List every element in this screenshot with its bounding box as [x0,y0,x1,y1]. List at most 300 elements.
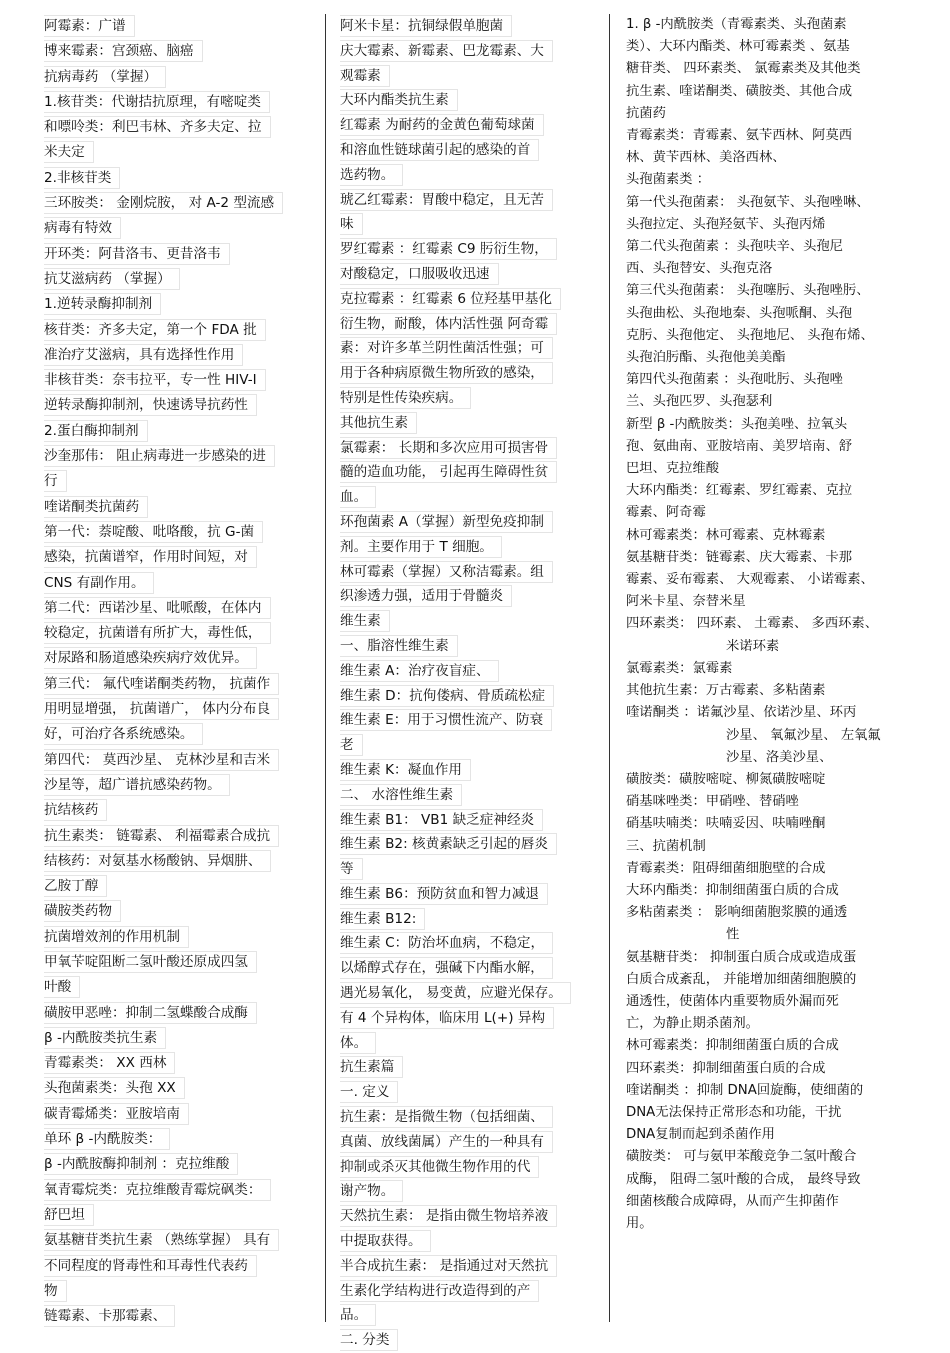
text-line-content: 青霉素类： XX 西林 [44,1052,175,1074]
text-line-content: 西、头孢替安、头孢克洛 [626,261,773,277]
text-line [340,1155,592,1180]
text-line-content: 红霉素 为耐药的金黄色葡萄球菌 [340,114,544,136]
text-line-content: 氨基糖苷类抗生素 （熟练掌握） 具有 [44,1229,279,1251]
text-line-content: CNS 有副作用。 [44,572,154,594]
text-line [340,981,592,1006]
text-line [626,436,908,458]
text-line [44,1102,312,1127]
text-line [340,1279,592,1304]
text-line-content: 单环 β -内酰胺类： [44,1128,170,1150]
text-line [44,292,312,317]
text-line [626,636,908,658]
text-line-content: 性 [726,927,740,943]
text-line-content: 环孢菌素 A（掌握）新型免疫抑制 [340,511,553,533]
text-line [626,924,908,946]
text-line [626,880,908,902]
text-line-content: 通透性，使菌体内重要物质外漏而死 [626,993,839,1009]
text-line-content: 大环内酯类抗生素 [340,89,458,111]
text-line [626,1146,908,1168]
text-line-content: 头孢菌素类：头孢 XX [44,1077,185,1099]
text-line [626,769,908,791]
text-line [626,547,908,569]
text-line [44,368,312,393]
text-line [44,1178,312,1203]
text-line-content: 2.非核苷类 [44,167,120,189]
text-line-content: 结核药：对氨基水杨酸钠、异烟肼、 [44,850,271,872]
text-line-content: 兰、头孢匹罗、头孢瑟利 [626,394,773,410]
text-line [626,1102,908,1124]
text-line [44,646,312,671]
text-line [626,458,908,480]
text-line [44,596,312,621]
text-line [44,216,312,241]
text-line-content: 第三代： 氟代喹诺酮类药物， 抗菌作 [44,673,279,695]
text-line-content: 白质合成紊乱， 并能增加细菌细胞膜的 [626,971,857,987]
text-line-content: 磺胺甲恶唑：抑制二氢蝶酸合成酶 [44,1002,257,1024]
text-line [44,65,312,90]
text-line-content: 米夫定 [44,141,94,163]
text-line-content: 用。 [626,1215,653,1231]
text-line-content: 老 [340,734,363,756]
text-line-content: 感染，抗菌谱窄，作用时间短，对 [44,546,257,568]
text-line [340,188,592,213]
text-line [44,39,312,64]
column-divider [609,14,610,1322]
text-line-content: 喹诺酮类抗菌药 [44,496,148,518]
text-line [44,115,312,140]
text-line-content: 生素化学结构进行改造得到的产 [340,1280,539,1302]
text-line-content: 好，可治疗各系统感染。 [44,723,203,745]
text-line-content: 维生素 B6：预防贫血和智力减退 [340,883,548,905]
text-line [340,1105,592,1130]
text-line [44,1279,312,1304]
text-line-content: 真菌、放线菌属）产生的一种具有 [340,1131,553,1153]
text-line-content: 亡，为静止期杀菌剂。 [626,1016,759,1032]
text-line [340,237,592,262]
text-line [626,325,908,347]
text-line [340,1229,592,1254]
text-line-content: 沙星、 氧氟沙星、 左氧氟 [726,727,881,743]
text-line-content: 博来霉素：宫颈癌、脑癌 [44,40,203,62]
text-line-content: 糖苷类、 四环素类、 氯霉素类及其他类 [626,61,861,77]
text-line [340,733,592,758]
text-line-content: 头孢拉定、头孢羟氨苄、头孢丙烯 [626,216,826,232]
text-line [626,414,908,436]
text-line [44,748,312,773]
text-line-content: 氧青霉烷类：克拉维酸青霉烷砜类： [44,1179,271,1201]
text-line-content: 阿米卡星、奈替米星 [626,594,746,610]
text-line-content: 抗生素：是指微生物（包括细菌、 [340,1106,553,1128]
text-line-content: 第二代头孢菌素 ：头孢呋辛、头孢尼 [626,239,843,255]
text-line [44,722,312,747]
text-line [340,931,592,956]
text-line-content: DNA复制而起到杀菌作用 [626,1127,775,1143]
text-line-content: 抑制或杀灭其他微生物作用的代 [340,1156,539,1178]
text-line-content: 三、抗菌机制 [626,838,706,854]
text-line-content: 碳青霉烯类：亚胺培南 [44,1103,189,1125]
text-line [626,858,908,880]
text-line-content: 天然抗生素： 是指由微生物培养液 [340,1205,557,1227]
text-line [340,1055,592,1080]
text-line [44,520,312,545]
text-line [626,236,908,258]
text-line-content: 庆大霉素、新霉素、巴龙霉素、大 [340,40,553,62]
text-line [340,560,592,585]
text-line [626,36,908,58]
text-line-content: 琥乙红霉素：胃酸中稳定，且无苦 [340,189,553,211]
text-line-content: 链霉素、卡那霉素、 [44,1305,175,1327]
text-line [340,535,592,560]
text-line [44,824,312,849]
text-line-content: 观霉素 [340,65,390,87]
text-line [626,658,908,680]
text-line [626,258,908,280]
text-line [44,975,312,1000]
text-line-content: 抗生素、喹诺酮类、磺胺类、其他合成 [626,83,853,99]
text-line-content: 三环胺类： 金刚烷胺， 对 A-2 型流感 [44,192,283,214]
text-line-content: 第四代： 莫西沙星、 克林沙星和吉米 [44,749,279,771]
text-line-content: 孢、氨曲南、亚胺培南、美罗培南、舒 [626,438,853,454]
text-line [44,697,312,722]
text-line-content: 一、脂溶性维生素 [340,635,458,657]
text-line [626,81,908,103]
text-line [340,1254,592,1279]
text-line-content: 等 [340,858,363,880]
text-line [340,584,592,609]
text-line-content: 硝基呋喃类：呋喃妥因、呋喃唑酮 [626,816,826,832]
column-left [44,14,312,1329]
text-line-content: 氨基糖苷类： 抑制蛋白质合成或造成蛋 [626,949,857,965]
column-divider [325,14,326,1322]
text-line [340,336,592,361]
text-line [626,569,908,591]
text-line-content: 沙星、洛美沙星、 [726,749,833,765]
text-line [626,525,908,547]
text-line [44,874,312,899]
text-line [340,1031,592,1056]
text-line-content: 体。 [340,1032,376,1054]
text-line-content: 霉素、阿奇霉 [626,505,706,521]
column-middle [340,14,592,1353]
text-line-content: 选药物。 [340,164,403,186]
text-line [44,1203,312,1228]
text-line-content: 沙奎那伟： 阻止病毒进一步感染的进 [44,445,275,467]
text-line-content: 维生素 B2: 核黄素缺乏引起的唇炎 [340,833,557,855]
text-line [626,391,908,413]
text-line [340,163,592,188]
text-line [340,1080,592,1105]
text-line [44,90,312,115]
column-right [626,14,908,1235]
text-line-content: 大环内酯类：红霉素、罗红霉素、克拉 [626,483,853,499]
text-line-content: 新型 β -内酰胺类：头孢美唑、拉氧头 [626,416,848,432]
text-line [44,1152,312,1177]
text-line [340,684,592,709]
text-line [44,925,312,950]
text-line [340,659,592,684]
text-line-content: 2.蛋白酶抑制剂 [44,420,148,442]
text-line-content: DNA无法保持正常形态和功能，干扰 [626,1104,842,1120]
text-line [626,1035,908,1057]
text-line [340,460,592,485]
text-line [626,125,908,147]
text-line [626,725,908,747]
text-line [626,147,908,169]
text-line [626,214,908,236]
text-line [626,1124,908,1146]
text-line-content: 巴坦、克拉维酸 [626,461,720,477]
text-line [44,773,312,798]
text-line [340,386,592,411]
text-line-content: 中提取获得。 [340,1230,431,1252]
text-line-content: β -内酰胺酶抑制剂 ：克拉维酸 [44,1153,238,1175]
text-line-content: 以烯醇式存在，强碱下内酯水解， [340,957,553,979]
text-line [340,783,592,808]
text-line [340,113,592,138]
text-line [626,991,908,1013]
text-line [626,192,908,214]
text-line [340,832,592,857]
text-line [340,39,592,64]
text-line-content: 其他抗生素：万古霉素、多粘菌素 [626,683,826,699]
text-line-content: 喹诺酮类 ：抑制 DNA回旋酶，使细菌的 [626,1082,864,1098]
text-line [44,1051,312,1076]
text-line-content: 硝基咪唑类：甲硝唑、替硝唑 [626,794,799,810]
text-line [44,318,312,343]
text-line-content: 类）、大环内酯类、林可霉素类 、氨基 [626,39,850,55]
text-line [44,444,312,469]
text-line-content: 剂。主要作用于 T 细胞。 [340,536,502,558]
text-line-content: 维生素 E：用于习惯性流产、防衰 [340,709,552,731]
text-line [44,621,312,646]
text-line [44,545,312,570]
text-line [340,138,592,163]
text-line [44,166,312,191]
text-line-content: 氨基糖苷类：链霉素、庆大霉素、卡那 [626,549,853,565]
text-line-content: 阿米卡星：抗铜绿假单胞菌 [340,15,512,37]
text-line-content: 第四代头孢菌素 ：头孢吡肟、头孢唑 [626,372,843,388]
text-line [44,267,312,292]
text-line [340,609,592,634]
text-line-content: 抗菌增效剂的作用机制 [44,926,189,948]
text-line-content: 二. 分类 [340,1329,398,1351]
text-line-content: 味 [340,213,363,235]
text-line-content: 氯霉素类：氯霉素 [626,660,733,676]
text-line-content: 1.核苷类：代谢拮抗原理，有嘧啶类 [44,91,270,113]
text-line-content: 一. 定义 [340,1081,398,1103]
text-line [626,1169,908,1191]
text-line-content: 第三代头孢菌素： 头孢噻肟、头孢唑肟、 [626,283,870,299]
text-line-content: 头孢曲松、头孢地秦、头孢哌酮、头孢 [626,305,853,321]
text-line-content: 磺胺类药物 [44,900,121,922]
text-line-content: 逆转录酶抑制剂，快速诱导抗药性 [44,394,257,416]
text-line-content: 1.逆转录酶抑制剂 [44,293,161,315]
text-line [340,64,592,89]
text-line-content: 四环素类：抑制细菌蛋白质的合成 [626,1060,826,1076]
text-line [44,343,312,368]
text-line [340,1179,592,1204]
text-line-content: 开环类：阿昔洛韦、更昔洛韦 [44,243,230,265]
text-line-content: 维生素 A：治疗夜盲症、 [340,660,499,682]
text-line-content: 半合成抗生素： 是指通过对天然抗 [340,1255,557,1277]
text-line-content: 头孢菌素类 ： [626,172,711,188]
text-line [626,902,908,924]
text-line [626,502,908,524]
text-line-content: 核苷类：齐多夫定，第一个 FDA 批 [44,319,266,341]
text-line-content: 大环内酯类：抑制细菌蛋白质的合成 [626,882,839,898]
text-line [340,436,592,461]
text-line [340,411,592,436]
text-line-content: 林、黄苄西林、美洛西林、 [626,150,786,166]
text-line [626,947,908,969]
text-line [626,369,908,391]
text-line [44,950,312,975]
text-line-content: 罗红霉素 ：红霉素 C9 肟衍生物， [340,238,557,260]
text-line-content: 抗艾滋病药 （掌握） [44,268,180,290]
text-line-content: 维生素 B12: [340,908,425,930]
text-line [340,361,592,386]
text-line-content: 磺胺类： 可与氨甲苯酸竞争二氢叶酸合 [626,1149,857,1165]
text-line [340,956,592,981]
text-line [626,480,908,502]
text-line-content: 其他抗生素 [340,412,417,434]
text-line-content: 林可霉素类：抑制细菌蛋白质的合成 [626,1038,839,1054]
text-line [340,634,592,659]
text-line-content: 衍生物，耐酸，体内活性强 阿奇霉 [340,313,557,335]
text-line-content: 织渗透力强，适用于骨髓炎 [340,585,512,607]
text-line [44,469,312,494]
text-line-content: 较稳定，抗菌谱有所扩大，毒性低， [44,622,271,644]
text-line-content: 四环素类： 四环素、 土霉素、 多西环素、 [626,616,879,632]
text-line [626,14,908,36]
text-line [340,1303,592,1328]
text-line-content: 霉素、妥布霉素、 大观霉素、 小诺霉素、 [626,572,874,588]
text-line-content: 维生素 [340,610,390,632]
text-line [340,312,592,337]
text-line [340,212,592,237]
text-line [340,510,592,535]
text-line-content: 甲氧苄啶阻断二氢叶酸还原成四氢 [44,951,257,973]
text-line [44,899,312,924]
text-line-content: 第二代：西诺沙星、吡哌酸，在体内 [44,597,271,619]
text-line [340,485,592,510]
text-line [44,495,312,520]
text-line [44,140,312,165]
text-line-content: 多粘菌素类 ： 影响细菌胞浆膜的通透 [626,905,848,921]
text-line [44,1026,312,1051]
text-line-content: 对尿路和肠道感染疾病疗效优异。 [44,647,257,669]
text-line [44,1001,312,1026]
text-line [340,882,592,907]
text-line-content: 青霉素类：青霉素、氨苄西林、阿莫西 [626,128,853,144]
text-line-content: 林可霉素类：林可霉素、克林霉素 [626,527,826,543]
text-line-content: 头孢泊肟酯、头孢他美美酯 [626,350,786,366]
text-line [340,287,592,312]
text-line [626,1013,908,1035]
text-line [44,393,312,418]
text-line [340,758,592,783]
text-line [340,88,592,113]
text-line-content: 抗菌药 [626,105,666,121]
text-line [44,14,312,39]
text-line-content: 抗病毒药 （掌握） [44,66,166,88]
text-line [626,791,908,813]
text-line-content: 第一代头孢菌素： 头孢氨苄、头孢唑啉、 [626,194,870,210]
text-line [626,169,908,191]
text-line-content: 克肟、头孢他定、 头孢地尼、 头孢布烯、 [626,327,874,343]
text-line-content: 素：对许多革兰阴性菌活性强；可 [340,337,553,359]
text-line-content: 病毒有特效 [44,217,121,239]
text-line [340,1130,592,1155]
text-line-content: 林可霉素（掌握）又称洁霉素。组 [340,561,553,583]
text-line-content: 有 4 个异构体，临床用 L(+) 异构 [340,1007,554,1029]
text-line-content: 品。 [340,1304,376,1326]
text-line [44,1127,312,1152]
text-line-content: 髓的造血功能， 引起再生障碍性贫 [340,461,557,483]
text-line-content: 维生素 D：抗佝偻病、骨质疏松症 [340,685,554,707]
text-line [340,1204,592,1229]
text-line-content: 沙星等，超广谱抗感染药物。 [44,774,230,796]
text-line-content: 用于各种病原微生物所致的感染， [340,362,553,384]
text-line-content: 准治疗艾滋病，具有选择性作用 [44,344,243,366]
text-line-content: 维生素 K：凝血作用 [340,759,471,781]
text-line [44,1228,312,1253]
text-line-content: 阿霉素：广谱 [44,15,135,37]
text-line [626,591,908,613]
text-line [44,1076,312,1101]
text-line-content: 克拉霉素 ：红霉素 6 位羟基甲基化 [340,288,561,310]
text-line-content: 血。 [340,486,376,508]
text-line [626,103,908,125]
text-line [340,1328,592,1353]
text-line-content: 乙胺丁醇 [44,875,107,897]
text-line-content: 用明显增强， 抗菌谱广， 体内分布良 [44,698,279,720]
text-line [340,808,592,833]
text-line [340,857,592,882]
text-line-content: 遇光易氧化， 易变黄，应避光保存。 [340,982,571,1004]
text-line [44,849,312,874]
text-line-content: 抗生素类： 链霉素、 利福霉素合成抗 [44,825,279,847]
text-line-content: 不同程度的肾毒性和耳毒性代表药 [44,1255,257,1277]
text-line [340,14,592,39]
text-line-content: 喹诺酮类 ：诺氟沙星、依诺沙星、环丙 [626,705,857,721]
text-line [626,613,908,635]
text-line-content: 抗结核药 [44,799,107,821]
text-line [626,1058,908,1080]
text-line [44,419,312,444]
text-line-content: 舒巴坦 [44,1204,94,1226]
text-line-content: 非核苷类：奈韦拉平，专一性 HIV-I [44,369,266,391]
text-line [44,798,312,823]
text-line [626,813,908,835]
text-line-content: 米诺环素 [726,638,780,654]
text-line [340,907,592,932]
text-line-content: 青霉素类：阻碍细菌细胞壁的合成 [626,860,826,876]
text-line-content: 成酶， 阻碍二氢叶酸的合成， 最终导致 [626,1171,861,1187]
text-line-content: 和溶血性链球菌引起的感染的首 [340,139,539,161]
text-line [340,1006,592,1031]
text-line-content: 叶酸 [44,976,80,998]
text-line-content: 细菌核酸合成障碍，从而产生抑菌作 [626,1193,839,1209]
text-line [44,242,312,267]
text-line [44,571,312,596]
text-line-content: 第一代：萘啶酸、吡咯酸，抗 G-菌 [44,521,263,543]
text-line [626,702,908,724]
text-line-content: 特别是性传染疾病。 [340,387,471,409]
text-line-content: 维生素 C：防治坏血病，不稳定， [340,932,553,954]
text-line-content: 对酸稳定，口服吸收迅速 [340,263,499,285]
text-line-content: 抗生素篇 [340,1056,403,1078]
